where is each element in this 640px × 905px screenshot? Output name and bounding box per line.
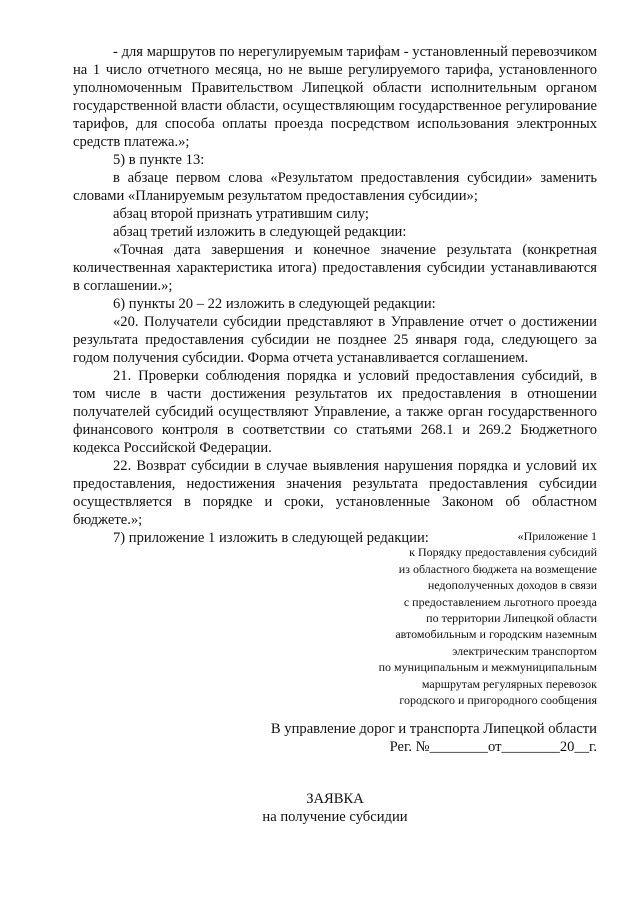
appendix-line: недополученных доходов в связи: [427, 578, 597, 593]
appendix-line: с предоставлением льготного проезда: [403, 594, 597, 609]
paragraph-item-5-first: в абзаце первом слова «Результатом предоставления субсидии» заменить словами «Планируемым результатом предоставления субсидии»;: [73, 170, 597, 204]
paragraph-tariff-clause: - для маршрутов по нерегулируемым тарифам - установленный перевозчиком на 1 число отчетного месяца, но не выше регулируемого тарифа, установленного уполномоченным Правительством Липецкой области исполнительным органом государственной власти области, осуществляющим государственное регулирование тарифов, для способа оплаты проезда посредством использования электронных средств платежа.»;: [73, 44, 597, 150]
paragraph-clause-20: «20. Получатели субсидии представляют в Управление отчет о достижении результата предоставления субсидии не позднее 25 января года, следующего за годом получения субсидии. Форма отчета устанавливается соглашением.: [73, 314, 597, 366]
appendix-line: из областного бюджета на возмещение: [398, 561, 597, 576]
paragraph-clause-21: 21. Проверки соблюдения порядка и условий предоставления субсидий, в том числе в части достижения результатов их предоставления в отношении получателей субсидий осуществляют Управление, а также орган государственного финансового контроля в соответствии со статьями 268.1 и 269.2 Бюджетного кодекса Российской Федерации.: [73, 368, 597, 456]
addressee-block: [230, 720, 597, 756]
paragraph-item-7: 7) приложение 1 изложить в следующей редакции:: [113, 530, 429, 546]
appendix-line: по территории Липецкой области: [426, 611, 597, 626]
paragraph-clause-22: 22. Возврат субсидии в случае выявления нарушения порядка и условий их предоставления, недостижения значения результата предоставления субсидии осуществляется в порядке и сроки, установленные Законом об областном бюджете.»;: [73, 458, 597, 528]
appendix-line: к Порядку предоставления субсидий: [409, 545, 597, 560]
appendix-line: «Приложение 1: [517, 529, 597, 543]
appendix-line: городского и пригородного сообщения: [399, 693, 597, 708]
registration-line: Рег. №________от________20__г.: [389, 739, 597, 755]
paragraph-item-5: 5) в пункте 13:: [113, 152, 205, 168]
appendix-line: автомобильным и городским наземным: [395, 627, 597, 642]
appendix-line: маршрутам регулярных перевозок: [421, 676, 597, 691]
addressee-line: В управление дорог и транспорта Липецкой области: [270, 721, 597, 737]
body-text: [73, 43, 597, 547]
appendix-header: [340, 528, 597, 708]
paragraph-item-5-second: абзац второй признать утратившим силу;: [113, 206, 369, 222]
form-heading: ЗАЯВКА: [306, 791, 364, 807]
form-subheading: на получение субсидии: [262, 809, 408, 825]
paragraph-quoted-result: «Точная дата завершения и конечное значение результата (конкретная количественная характеристика итога) предоставления субсидии устанавливаются в соглашении.»;: [73, 242, 597, 294]
appendix-line: электрическим транспортом: [452, 643, 597, 658]
appendix-line: по муниципальным и межмуниципальным: [378, 660, 597, 675]
form-title: [73, 790, 597, 826]
paragraph-item-5-third: абзац третий изложить в следующей редакции:: [113, 224, 407, 240]
paragraph-item-6: 6) пункты 20 – 22 изложить в следующей редакции:: [113, 296, 436, 312]
